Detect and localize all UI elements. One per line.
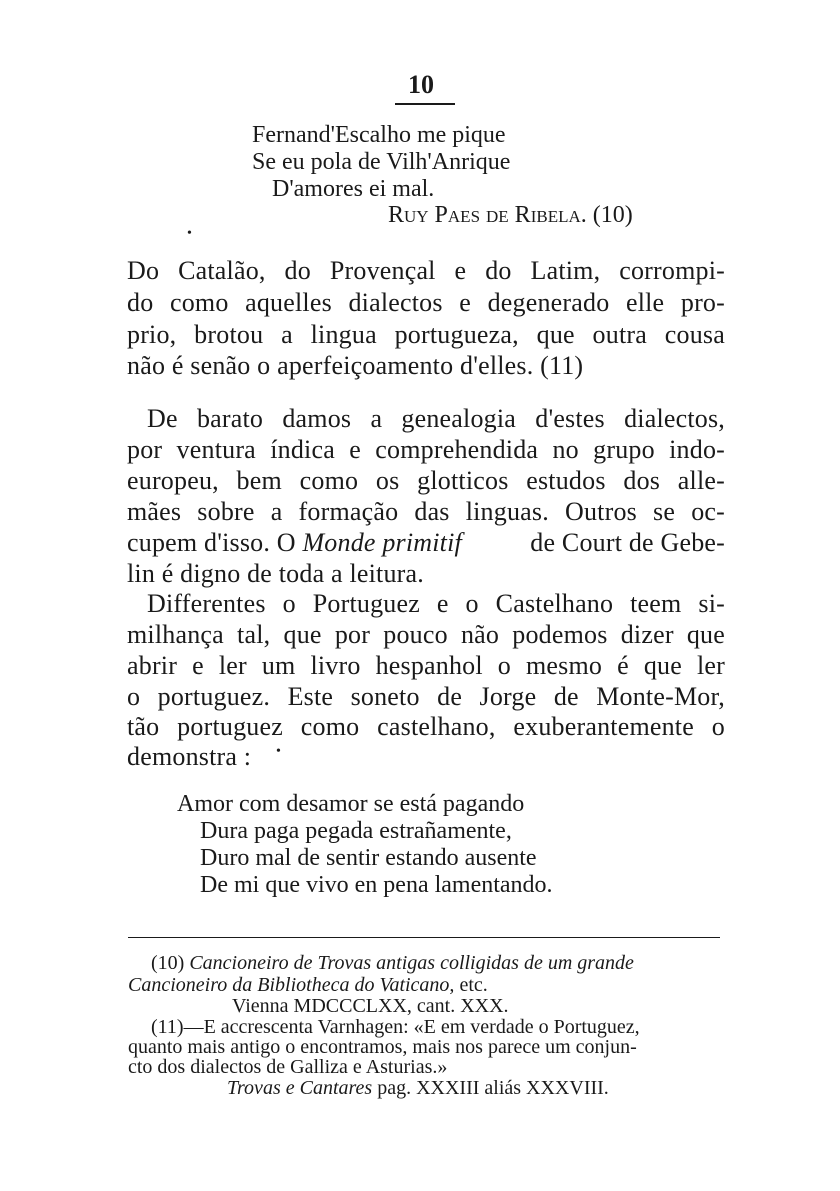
para1-line-3: prio, brotou a lingua portugueza, que outra cousa: [127, 320, 725, 349]
para3-line-5: tão portuguez como castelhano, exuberantemente o: [127, 712, 725, 741]
sonnet-line-4: De mi que vivo en pena lamentando.: [200, 872, 553, 898]
footnote-10-line-3: Vienna MDCCCLXX, cant. XXX.: [232, 995, 509, 1017]
epigraph-line-1: Fernand'Escalho me pique: [252, 122, 506, 148]
sonnet-line-3: Duro mal de sentir estando ausente: [200, 845, 537, 871]
para2-line-5-a: cupem d'isso. O: [127, 528, 303, 557]
epigraph-line-2: Se eu pola de Vilh'Anrique: [252, 149, 511, 175]
epigraph-line-3: D'amores ei mal.: [272, 176, 435, 202]
print-speck: •: [187, 226, 192, 241]
work-title-monde-primitif: Monde primitif: [302, 528, 462, 557]
para1-line-2: do como aquelles dialectos e degenerado elle pro-: [127, 288, 725, 317]
footnote-10-title-part-1: Cancioneiro de Trovas antigas colligidas de um grande: [189, 952, 634, 974]
para3-line-1: Differentes o Portuguez e o Castelhano teem si-: [147, 589, 725, 618]
epigraph-attribution: [388, 202, 633, 229]
footnote-10-number: (10): [151, 952, 185, 974]
footnote-11-line-3: cto dos dialectos de Galliza e Asturias.»: [128, 1056, 448, 1078]
footnote-11-line-1: (11)—E accrescenta Varnhagen: «E em verdade o Portuguez,: [151, 1016, 640, 1038]
attribution-name: Ruy Paes de Ribela.: [388, 202, 587, 228]
footnote-11-work-title: Trovas e Cantares: [227, 1077, 373, 1099]
footnote-10-line-1: [151, 952, 634, 974]
para3-line-3: abrir e ler um livro hespanhol o mesmo é que ler: [127, 651, 725, 680]
footnote-11-page-ref: pag. XXXIII aliás XXXVIII.: [372, 1077, 609, 1099]
attribution-note-ref: (10): [592, 202, 633, 228]
para2-line-3: europeu, bem como os glotticos estudos dos alle-: [127, 466, 725, 495]
para2-line-1: De barato damos a genealogia d'estes dialectos,: [147, 404, 725, 433]
footnote-11-line-2: quanto mais antigo o encontramos, mais nos parece um conjun-: [128, 1036, 637, 1058]
print-speck-2: •: [276, 744, 281, 759]
para3-line-6: demonstra :: [127, 742, 252, 771]
sonnet-line-1: Amor com desamor se está pagando: [177, 791, 525, 817]
para2-line-6: lin é digno de toda a leitura.: [127, 559, 424, 588]
footnote-rule: [128, 937, 720, 938]
para2-line-5-b: de Court de Gebe-: [523, 528, 725, 557]
para3-line-4: o portuguez. Este soneto de Jorge de Monte-Mor,: [127, 682, 725, 711]
para2-line-4: mães sobre a formação das linguas. Outros se oc-: [127, 497, 725, 526]
page-number-rule: [395, 103, 455, 105]
footnote-11-line-4: [227, 1077, 609, 1099]
para1-line-4: não é senão o aperfeiçoamento d'elles. (11): [127, 351, 584, 380]
page-number: 10: [408, 70, 434, 99]
para1-line-1: Do Catalão, do Provençal e do Latim, corrompi-: [127, 256, 725, 285]
para3-line-2: milhança tal, que por pouco não podemos dizer que: [127, 620, 725, 649]
sonnet-line-2: Dura paga pegada estrañamente,: [200, 818, 512, 844]
footnote-10-title-part-2: Cancioneiro da Bibliotheca do Vaticano,: [128, 974, 455, 996]
para2-line-5: [127, 528, 725, 558]
footnote-10-etc: etc.: [454, 974, 488, 996]
footnote-10-line-2: [128, 974, 488, 996]
para2-line-2: por ventura índica e comprehendida no grupo indo-: [127, 435, 725, 464]
